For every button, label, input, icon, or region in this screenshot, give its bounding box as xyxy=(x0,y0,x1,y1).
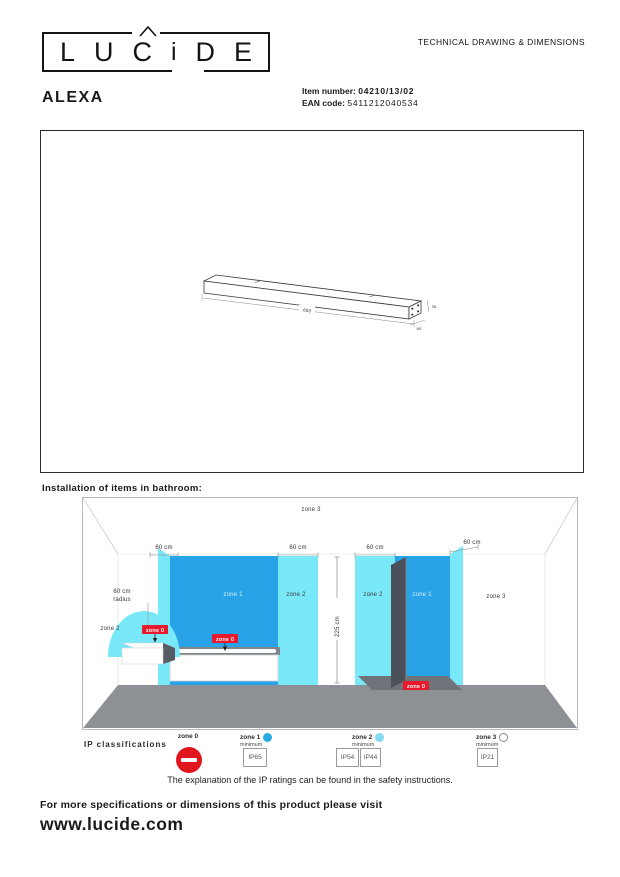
bathtub-inner xyxy=(172,649,276,653)
ip-zone2-group xyxy=(352,733,384,748)
footer-text: For more specifications or dimensions of this product please visit xyxy=(40,799,383,811)
floor xyxy=(83,685,577,728)
screw-dot xyxy=(411,314,413,316)
zone2-wall-left xyxy=(278,556,318,685)
ip21-box: IP21 xyxy=(477,748,498,767)
length-dim-label: 600 xyxy=(302,307,312,314)
ip-zone3-group xyxy=(476,733,508,748)
depth-dimension-line xyxy=(410,320,425,325)
height-dimension-line xyxy=(427,300,429,312)
zone3-ceiling-label: zone 3 xyxy=(301,507,321,513)
logo-letter: D xyxy=(195,36,215,67)
ip-classifications-title: IP classifications xyxy=(84,740,167,749)
dim-60cm-label: 60 cm xyxy=(366,545,384,551)
bathtub-front xyxy=(170,655,278,681)
ip-zone2-text: zone 2 xyxy=(352,734,373,741)
logo-letter: i xyxy=(170,37,177,66)
zone1-right-label: zone 1 xyxy=(412,592,432,598)
logo-caret-icon xyxy=(138,24,158,42)
zone1-dot-icon xyxy=(263,733,272,742)
ean-label: EAN code: xyxy=(302,97,345,108)
zone3-right-label: zone 3 xyxy=(486,594,506,600)
dim-225cm-label: 225 cm xyxy=(335,616,341,637)
screw-dot xyxy=(417,304,419,306)
zone2-dot-icon xyxy=(375,733,384,742)
logo-letter: C xyxy=(132,36,152,67)
ip44-box: IP44 xyxy=(360,748,381,767)
zone2-sink-label: zone 2 xyxy=(100,626,120,632)
ip-zone1-label xyxy=(240,733,272,742)
dim-60cm-label: 60 cm xyxy=(155,545,173,551)
technical-drawing-frame xyxy=(40,130,584,473)
dim-60cm-label: 60 cm xyxy=(289,545,307,551)
logo-letter: L xyxy=(60,36,76,67)
radius-label-line1: 60 cm xyxy=(113,589,131,595)
no-entry-icon xyxy=(176,747,202,773)
ip-zone0-group xyxy=(165,733,211,740)
bathroom-zones-diagram xyxy=(82,497,578,735)
zone2-right-label: zone 2 xyxy=(363,592,383,598)
zone3-ring-icon xyxy=(499,733,508,742)
ean-value: 5411212040534 xyxy=(347,97,419,108)
zone1-left-label: zone 1 xyxy=(223,592,243,598)
ip-zone0-label: zone 0 xyxy=(177,733,199,740)
document-type-title: TECHNICAL DRAWING & DIMENSIONS xyxy=(417,37,585,47)
item-number-value: 04210/13/02 xyxy=(358,86,415,96)
screw-dot xyxy=(417,310,419,312)
product-codes xyxy=(302,86,419,109)
ip-note: The explanation of the IP ratings can be found in the safety instructions. xyxy=(167,775,453,785)
item-number-row xyxy=(302,86,419,98)
zone2-wall-right xyxy=(355,556,395,685)
ip65-box: IP65 xyxy=(243,748,267,767)
zone2-left-label: zone 2 xyxy=(286,592,306,598)
footer-website: www.lucide.com xyxy=(40,814,184,834)
ip54-box: IP54 xyxy=(336,748,359,767)
bathroom-section-title: Installation of items in bathroom: xyxy=(42,483,203,494)
radius-label-line2: radius xyxy=(113,597,131,603)
ip-zone1-text: zone 1 xyxy=(240,734,261,741)
logo-letter: E xyxy=(233,36,252,67)
height-dim-label: 35 xyxy=(431,304,437,309)
lucide-logo xyxy=(42,32,270,72)
logo-border-gap xyxy=(172,68,204,75)
ip-zone1-group xyxy=(240,733,272,748)
zone2-strip-right xyxy=(450,546,463,685)
dim-60cm-label: 60 cm xyxy=(463,540,481,546)
logo-letter: U xyxy=(94,36,114,67)
zone0-badge-label: zone 0 xyxy=(215,636,235,643)
zone0-badge-label: zone 0 xyxy=(406,683,426,690)
ip-zone3-label xyxy=(476,733,508,742)
ip-zone3-minimum: minimum xyxy=(476,742,499,748)
ip-zone2-label xyxy=(352,733,384,742)
fixture-drawing xyxy=(41,131,582,471)
basin-front xyxy=(122,648,163,664)
ean-row xyxy=(302,98,419,110)
product-name: ALEXA xyxy=(42,89,104,106)
screw-dot xyxy=(411,308,413,310)
shower-panel xyxy=(391,557,406,688)
ip-zone1-minimum: minimum xyxy=(240,742,263,748)
item-number-label: Item number: xyxy=(302,86,356,96)
depth-dim-label: 80 xyxy=(416,326,422,331)
ip-zone3-text: zone 3 xyxy=(476,734,497,741)
ip-zone2-minimum: minimum xyxy=(352,742,375,748)
zone0-badge-label: zone 0 xyxy=(145,627,165,634)
